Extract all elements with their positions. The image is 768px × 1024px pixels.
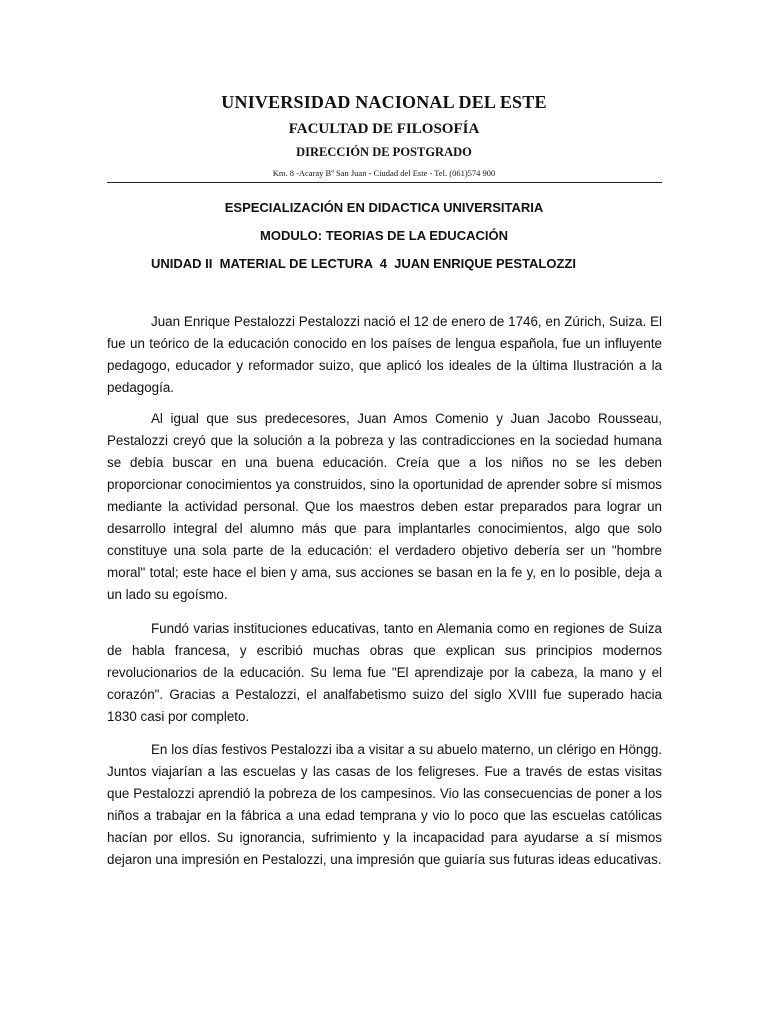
- university-name: UNIVERSIDAD NACIONAL DEL ESTE: [221, 92, 547, 112]
- module-title: MODULO: TEORIAS DE LA EDUCACIÓN: [260, 228, 508, 243]
- paragraph: En los días festivos Pestalozzi iba a visitar a su abuelo materno, un clérigo en Höngg. Juntos viajarían a las escuelas y las casas de los feligreses. Fue a través de estas visitas que Pestalozzi aprendió la pobreza de los campesinos. Vio las consecuencias de poner a los niños a trabajar en la fábrica a una edad temprana y vio lo poco que las escuelas católicas hacían por ellos. Su ignorancia, sufrimiento y la incapacidad para ayudarse a sí mismos dejaron una impresión en Pestalozzi, una impresión que guiaría sus futuras ideas educativas.: [107, 742, 662, 867]
- paragraph: Al igual que sus predecesores, Juan Amos Comenio y Juan Jacobo Rousseau, Pestalozzi creyó que la solución a la pobreza y las contradicciones en la sociedad humana se debía buscar en una buena educación. Creía que a los niños no se les deben proporcionar conocimientos ya construidos, sino la oportunidad de aprender sobre sí mismos mediante la actividad personal. Que los maestros deben estar preparados para lograr un desarrollo integral del alumno más que para implantarles conocimientos, algo que solo constituye una sola parte de la educación: el verdadero objetivo debería ser un "hombre moral" total; este hace el bien y ama, sus acciones se basan en la fe y, en lo posible, deja a un lado su egoísmo.: [107, 411, 662, 602]
- paragraph: Juan Enrique Pestalozzi Pestalozzi nació el 12 de enero de 1746, en Zúrich, Suiza. El fue un teórico de la educación conocido en los países de lengua española, fue un influyente pedagogo, educador y reformador suizo, que aplicó los ideales de la última Ilustración a la pedagogía.: [107, 314, 662, 395]
- paragraph-block: [107, 408, 662, 606]
- paragraph-block: [107, 739, 662, 871]
- faculty-name: FACULTAD DE FILOSOFÍA: [288, 121, 480, 137]
- paragraph: Fundó varias instituciones educativas, tanto en Alemania como en regiones de Suiza de habla francesa, y escribió muchas obras que explican sus principios modernos revolucionarios de la educación. Su lema fue "El aprendizaje por la cabeza, la mano y el corazón". Gracias a Pestalozzi, el analfabetismo suizo del siglo XVIII fue superado hacia 1830 casi por completo.: [107, 621, 662, 724]
- paragraph-block: [107, 618, 662, 728]
- header-divider: [107, 182, 662, 183]
- specialization-title: ESPECIALIZACIÓN EN DIDACTICA UNIVERSITARIA: [224, 200, 544, 215]
- direction-name: DIRECCIÓN DE POSTGRADO: [296, 145, 472, 159]
- address-line: Km. 8 -Acaray Bº San Juan - Ciudad del Este - Tel. (061)574 900: [272, 168, 496, 178]
- unit-title: UNIDAD II MATERIAL DE LECTURA 4 JUAN ENRIQUE PESTALOZZI: [151, 256, 576, 271]
- paragraph-block: [107, 311, 662, 399]
